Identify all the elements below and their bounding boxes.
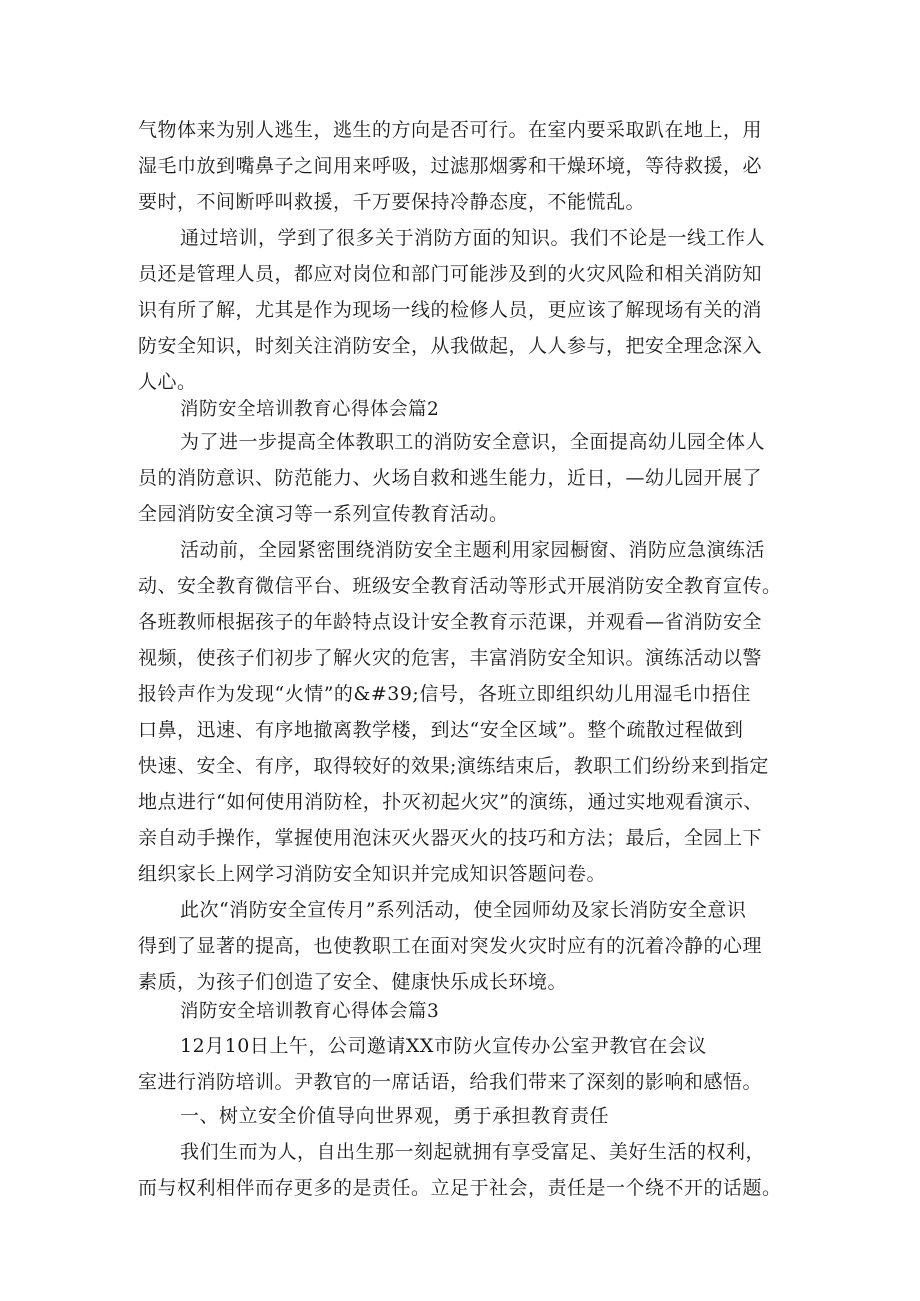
text-line: 我们生而为人，自出生那一刻起就拥有享受富足、美好生活的权利， [180,1141,766,1163]
text-line: 动、安全教育微信平台、班级安全教育活动等形式开展消防安全教育宣传。 [138,575,782,597]
text-line: 识有所了解，尤其是作为现场一线的检修人员，更应该了解现场有关的消 [138,299,763,321]
text-line: 视频，使孩子们初步了解火灾的危害，丰富消防安全知识。演练活动以警 [138,647,763,669]
text-line: 报铃声作为发现“火情”的&#39;信号，各班立即组织幼儿用湿毛巾捂住 [138,683,751,705]
text-line: 通过培训，学到了很多关于消防方面的知识。我们不论是一线工作人 [180,227,766,249]
text-line: 气物体来为别人逃生，逃生的方向是否可行。在室内要采取趴在地上，用 [138,119,763,141]
text-line: 此次“消防安全宣传月”系列活动，使全园师幼及家长消防安全意识 [180,899,747,921]
text-line: 亲自动手操作，掌握使用泡沫灭火器灭火的技巧和方法；最后，全园上下 [138,827,763,849]
text-line: 人心。 [138,371,197,393]
subheading: 一、树立安全价值导向世界观，勇于承担教育责任 [180,1105,610,1127]
section-heading: 消防安全培训教育心得体会篇2 [180,399,440,420]
text-line: 湿毛巾放到嘴鼻子之间用来呼吸，过滤那烟雾和干燥环境，等待救援，必 [138,155,763,177]
text-line: 各班教师根据孩子的年龄特点设计安全教育示范课，并观看—省消防安全 [138,611,763,633]
text-line: 得到了显著的提高，也使教职工在面对突发火灾时应有的沉着冷静的心理 [138,935,763,957]
text-line: 组织家长上网学习消防安全知识并完成知识答题问卷。 [138,863,607,885]
text-line: 室进行消防培训。尹教官的一席话语，给我们带来了深刻的影响和感悟。 [138,1071,763,1093]
text-line: 素质，为孩子们创造了安全、健康快乐成长环境。 [138,971,568,993]
text-line: 员的消防意识、防范能力、火场自救和逃生能力，近日，—幼儿园开展了 [138,467,763,489]
text-line: 口鼻，迅速、有序地撤离教学楼，到达“安全区域”。整个疏散过程做到 [138,719,744,741]
text-line: 快速、安全、有序，取得较好的效果;演练结束后，教职工们纷纷来到指定 [138,755,769,777]
text-line: 全园消防安全演习等一系列宣传教育活动。 [138,503,509,525]
text-line: 地点进行“如何使用消防栓，扑灭初起火灾”的演练，通过实地观看演示、 [138,791,763,813]
text-line: 12月10日上午，公司邀请XX市防火宣传办公室尹教官在会议 [180,1035,707,1057]
text-line: 员还是管理人员，都应对岗位和部门可能涉及到的火灾风险和相关消防知 [138,263,763,285]
text-line: 而与权利相伴而存更多的是责任。立足于社会，责任是一个绕不开的话题。 [138,1177,782,1199]
section-heading: 消防安全培训教育心得体会篇3 [180,1001,440,1022]
text-line: 防安全知识，时刻关注消防安全，从我做起，人人参与，把安全理念深入 [138,335,763,357]
text-line: 为了进一步提高全体教职工的消防安全意识，全面提高幼儿园全体人 [180,431,766,453]
text-line: 要时，不间断呼叫救援，千万要保持冷静态度，不能慌乱。 [138,191,646,213]
text-line: 活动前，全园紧密围绕消防安全主题利用家园橱窗、消防应急演练活 [180,539,766,561]
